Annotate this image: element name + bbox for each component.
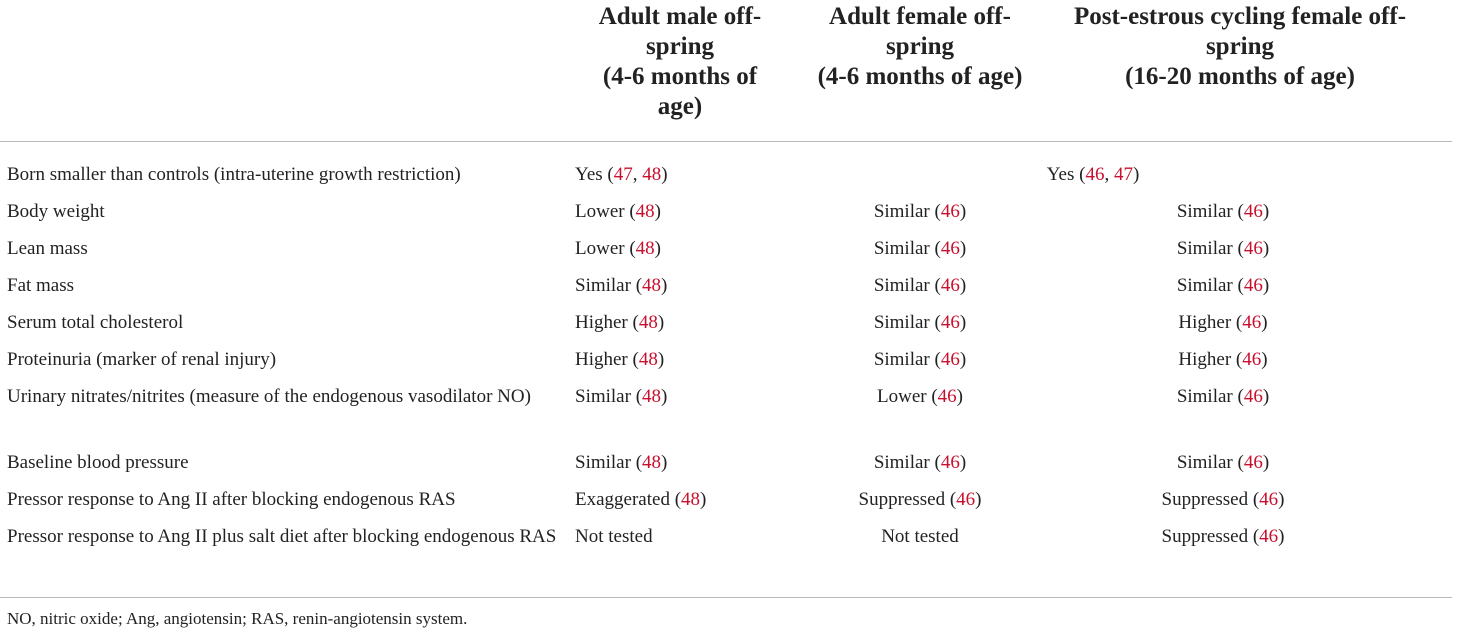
reference-link[interactable]: 46 [1242,349,1262,370]
cell-adult-male: Exaggerated (48) [575,489,707,510]
cell-value: Lower [575,238,625,259]
cell-value: Lower [877,386,927,407]
cell-adult-male: Similar (48) [575,386,668,407]
reference-link[interactable]: 46 [1085,164,1105,185]
cell-post-estrous-female: Similar (46) [1176,201,1270,222]
cell-value: Similar [873,452,930,473]
cell-value: Similar [873,238,930,259]
cell-adult-male: Yes (47, 48) [575,164,668,185]
cell-adult-male: Higher (48) [575,349,665,370]
reference-link[interactable]: 46 [956,489,976,510]
cell-value: Suppressed [858,489,946,510]
cell-value: Similar [873,349,930,370]
cell-value: Yes [575,164,603,185]
cell-post-estrous-female: Higher (46) [1178,312,1268,333]
cell-adult-female: Similar (46) [873,238,967,259]
cell-value: Higher [575,312,628,333]
cell-post-estrous-female: Suppressed (46) [1161,489,1285,510]
reference-link[interactable]: 46 [1243,275,1263,296]
cell-value: Yes [1046,164,1075,185]
cell-value: Similar [873,201,930,222]
header-line: spring [885,33,955,60]
row-label: Body weight [7,201,105,222]
cell-value: Exaggerated [575,489,670,510]
cell-adult-female: Similar (46) [873,275,967,296]
reference-link[interactable]: 48 [642,275,662,296]
header-line: spring [1205,33,1275,60]
row-label: Pressor response to Ang II after blocking endogenous RAS [7,489,456,510]
row-label: Baseline blood pressure [7,452,189,473]
cell-adult-female: Similar (46) [873,349,967,370]
header-divider [0,141,1452,142]
reference-link[interactable]: 48 [635,238,655,259]
reference-link[interactable]: 47 [1113,164,1133,185]
header-line: (4-6 months of [602,63,758,90]
cell-females-combined: Yes (46, 47) [1046,164,1140,185]
reference-link[interactable]: 48 [635,201,655,222]
cell-adult-male: Lower (48) [575,201,661,222]
cell-value: Similar [873,312,930,333]
cell-value: Similar [1176,238,1233,259]
row-label: Serum total cholesterol [7,312,184,333]
reference-link[interactable]: 46 [937,386,957,407]
header-line: Adult female off- [829,3,1011,30]
reference-link[interactable]: 46 [940,201,960,222]
cell-value: Similar [575,386,631,407]
cell-adult-female [790,523,1050,550]
table-footnote: NO, nitric oxide; Ang, angiotensin; RAS, renin-angiotensin system. [7,609,468,628]
cell-adult-male: Higher (48) [575,312,665,333]
reference-link[interactable]: 47 [613,164,633,185]
cell-value: Similar [1176,452,1233,473]
cell-value: Similar [1176,275,1233,296]
reference-link[interactable]: 46 [940,275,960,296]
row-label: Lean mass [7,238,88,259]
cell-adult-female: Similar (46) [873,452,967,473]
header-line: Adult male off- [598,3,762,30]
cell-value: Lower [575,201,625,222]
reference-link[interactable]: 46 [1259,526,1279,547]
cell-adult-male: Similar (48) [575,275,668,296]
row-label: Pressor response to Ang II plus salt diet after blocking endogenous RAS [7,526,557,547]
reference-link[interactable]: 46 [940,238,960,259]
reference-link[interactable]: 46 [1243,201,1263,222]
reference-link[interactable]: 46 [1242,312,1262,333]
reference-link[interactable]: 46 [1243,238,1263,259]
column-header-adult-female [790,2,1050,92]
cell-post-estrous-female: Suppressed (46) [1161,526,1285,547]
reference-link[interactable]: 48 [681,489,701,510]
cell-post-estrous-female: Similar (46) [1176,386,1270,407]
reference-link[interactable]: 46 [940,312,960,333]
reference-link[interactable]: 48 [642,386,662,407]
cell-post-estrous-female: Similar (46) [1176,452,1270,473]
reference-link[interactable]: 46 [1243,452,1263,473]
reference-link[interactable]: 46 [1259,489,1279,510]
reference-link[interactable]: 48 [642,452,662,473]
cell-value: Similar [575,275,631,296]
reference-link[interactable]: 46 [940,349,960,370]
cell-post-estrous-female: Similar (46) [1176,275,1270,296]
cell-adult-female: Suppressed (46) [858,489,982,510]
reference-link[interactable]: 46 [1243,386,1263,407]
reference-link[interactable]: 48 [638,349,658,370]
reference-link[interactable]: 46 [940,452,960,473]
cell-adult-male [575,523,653,550]
cell-value: Similar [575,452,631,473]
row-label: Fat mass [7,275,75,296]
cell-value: Similar [1176,201,1233,222]
row-label: Proteinuria (marker of renal injury) [7,349,277,370]
cell-value: Suppressed [1161,526,1249,547]
cell-adult-male: Similar (48) [575,452,668,473]
cell-adult-female: Similar (46) [873,312,967,333]
cell-value: Not tested [575,526,653,547]
header-line: Post-estrous cycling female off- [1073,3,1407,30]
reference-link[interactable]: 48 [638,312,658,333]
cell-value: Higher [1178,349,1232,370]
cell-post-estrous-female: Higher (46) [1178,349,1268,370]
header-line: (16-20 months of age) [1125,63,1355,90]
cell-adult-male: Lower (48) [575,238,661,259]
cell-value: Similar [1176,386,1233,407]
reference-link[interactable]: 48 [642,164,662,185]
column-header-post-estrous-female [1050,2,1430,92]
cell-value: Not tested [881,526,959,547]
row-label: Urinary nitrates/nitrites (measure of the endogenous vasodilator NO) [7,386,531,407]
cell-value: Suppressed [1161,489,1249,510]
cell-post-estrous-female: Similar (46) [1176,238,1270,259]
footer-divider [0,597,1452,598]
cell-value: Higher [575,349,628,370]
header-line: age) [657,93,703,120]
header-line: (4-6 months of age) [817,63,1023,90]
column-header-adult-male [580,2,780,122]
cell-adult-female: Similar (46) [873,201,967,222]
cell-adult-female: Lower (46) [877,386,963,407]
header-line: spring [645,33,715,60]
row-label: Born smaller than controls (intra-uterine growth restriction) [7,164,461,185]
cell-value: Similar [873,275,930,296]
cell-value: Higher [1178,312,1232,333]
